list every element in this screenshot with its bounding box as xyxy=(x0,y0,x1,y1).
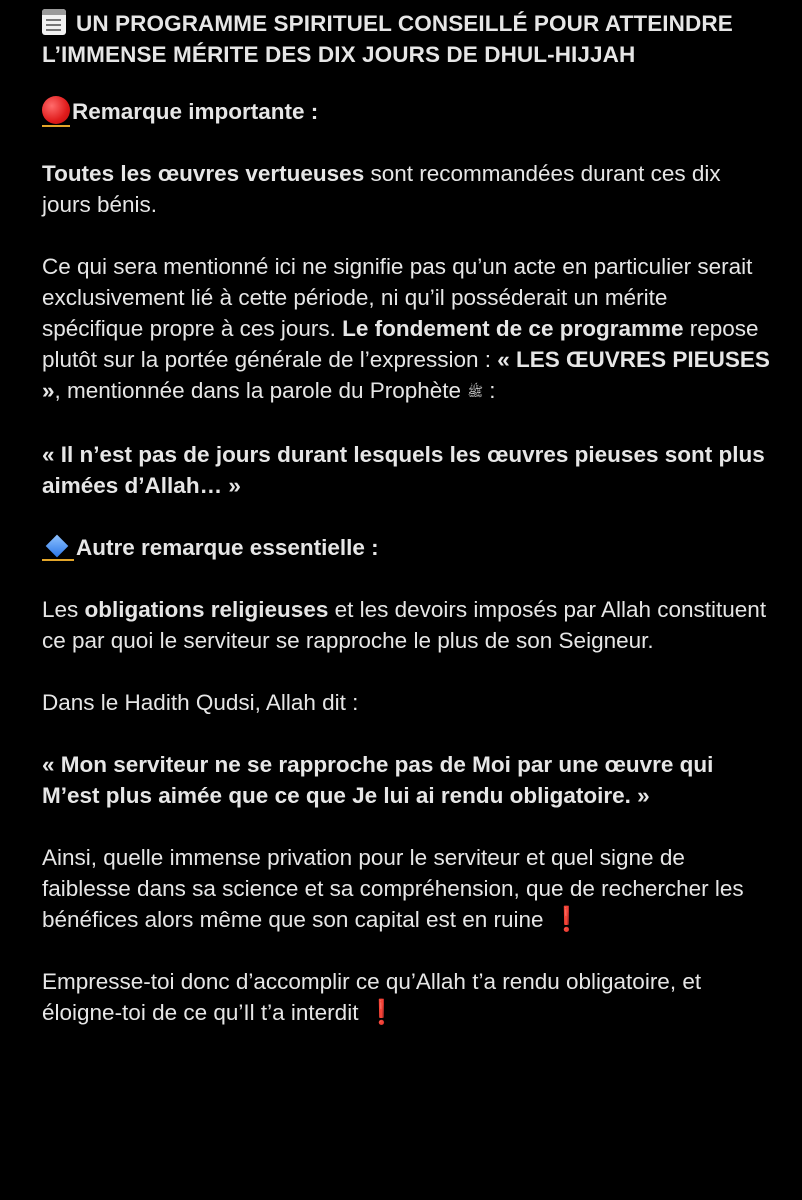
quote-text: « Il n’est pas de jours durant lesquels les œuvres pieuses sont plus aimées d’Allah… » xyxy=(42,442,765,498)
title-text: UN PROGRAMME SPIRITUEL CONSEILLÉ POUR ATTEINDRE L’IMMENSE MÉRITE DES DIX JOURS DE DHUL-HIJJAH xyxy=(42,11,733,67)
red-circle-icon xyxy=(42,96,70,124)
bold-text: Toutes les œuvres vertueuses xyxy=(42,161,365,186)
message-title xyxy=(42,8,774,70)
section-heading-autre-remarque xyxy=(42,532,774,563)
paragraph-hadith-qudsi xyxy=(42,687,774,718)
paragraph-text: repose plutôt sur la portée générale de l’expression : xyxy=(42,316,759,372)
paragraph-privation xyxy=(42,842,774,935)
bold-text: obligations religieuses xyxy=(84,597,329,622)
red-exclamation-icon: ❗ xyxy=(551,905,582,933)
message-body xyxy=(42,8,774,1059)
section-heading-remarque xyxy=(42,96,774,127)
paragraph-empresse xyxy=(42,966,774,1028)
bold-text: Le fondement de ce programme xyxy=(342,316,684,341)
blue-diamond-icon xyxy=(46,535,69,558)
heading-icon-underline xyxy=(42,534,74,561)
red-exclamation-icon: ❗ xyxy=(366,998,397,1026)
heading-text: Remarque importante : xyxy=(72,99,319,124)
quote-text: « Mon serviteur ne se rapproche pas de Moi par une œuvre qui M’est plus aimée que ce que Je lui ai rendu obligatoire. » xyxy=(42,752,714,808)
salawat-glyph: ﷺ xyxy=(467,385,484,400)
heading-icon-underline xyxy=(42,96,70,127)
hadith-quote xyxy=(42,439,774,501)
paragraph-programme xyxy=(42,251,774,408)
paragraph-text: Dans le Hadith Qudsi, Allah dit : xyxy=(42,690,359,715)
paragraph-text: , mentionnée dans la parole du Prophète xyxy=(54,378,468,403)
heading-text: Autre remarque essentielle : xyxy=(76,535,379,560)
paragraph-text: Empresse-toi donc d’accomplir ce qu’Allah t’a rendu obligatoire, et éloigne-toi de ce qu’Il t’a interdit xyxy=(42,969,702,1025)
paragraph-oeuvres xyxy=(42,158,774,220)
paragraph-text: : xyxy=(483,378,496,403)
hadith-qudsi-quote xyxy=(42,749,774,811)
paragraph-text: Les xyxy=(42,597,85,622)
paragraph-obligations xyxy=(42,594,774,656)
calendar-icon xyxy=(42,9,66,35)
bold-text: « LES ŒUVRES PIEUSES » xyxy=(42,347,770,403)
paragraph-text: et les devoirs imposés par Allah constituent ce par quoi le serviteur se rapproche le plus de son Seigneur. xyxy=(42,597,767,653)
paragraph-text: Ce qui sera mentionné ici ne signifie pas qu’un acte en particulier serait exclusivement lié à cette période, ni qu’il posséderait un mérite spécifique propre à ces jours. xyxy=(42,254,753,341)
paragraph-text: sont recommandées durant ces dix jours bénis. xyxy=(42,161,721,217)
paragraph-text: Ainsi, quelle immense privation pour le serviteur et quel signe de faiblesse dans sa science et sa compréhension, que de rechercher les bénéfices alors même que son capital est en ruine xyxy=(42,845,744,932)
